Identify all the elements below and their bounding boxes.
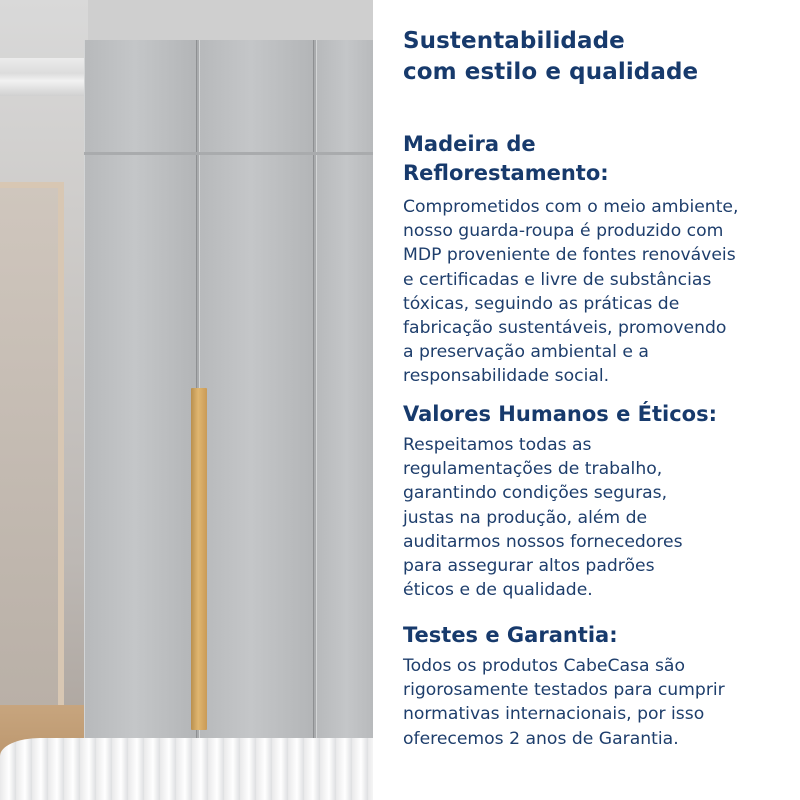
- section-body-line: Respeitamos todas as: [403, 435, 592, 455]
- section-body-line: fabricação sustentáveis, promovendo: [403, 318, 727, 339]
- section-body-line: auditarmos nossos fornecedores: [403, 531, 683, 552]
- text-panel: [373, 0, 800, 800]
- section-body-line: tóxicas, seguindo as práticas de: [403, 293, 680, 314]
- headline-line: com estilo e qualidade: [403, 59, 699, 85]
- wardrobe-top-door-left: [84, 40, 197, 152]
- section-body-tests-warranty: [403, 654, 798, 751]
- wardrobe-photo: [0, 0, 373, 800]
- section-body-line: garantindo condições seguras,: [403, 483, 668, 504]
- section-body-line: justas na produção, além de: [403, 507, 648, 528]
- section-body-line: para assegurar altos padrões: [403, 556, 655, 577]
- section-body-line: rigorosamente testados para cumprir: [403, 680, 725, 701]
- section-body-line: responsabilidade social.: [403, 366, 610, 387]
- section-body-line: Comprometidos com o meio ambiente,: [403, 197, 739, 217]
- section-body-line: nosso guarda-roupa é produzido com: [403, 221, 724, 242]
- wardrobe-top-door-right: [316, 40, 373, 152]
- wardrobe-door-left: [84, 155, 197, 740]
- section-body-line: regulamentações de trabalho,: [403, 459, 663, 480]
- section-body-line: oferecemos 2 anos de Garantia.: [403, 728, 679, 749]
- background-doorway: [0, 182, 64, 714]
- wardrobe-door-middle: [199, 155, 314, 740]
- section-body-line: a preservação ambiental e a: [403, 342, 649, 363]
- wardrobe-top-door-middle: [199, 40, 314, 152]
- bedding: [0, 738, 373, 800]
- wardrobe-door-right: [316, 155, 373, 740]
- section-body-line: Todos os produtos CabeCasa são: [403, 656, 685, 676]
- headline: [403, 26, 698, 88]
- section-title-line: Valores Humanos e Éticos:: [403, 402, 717, 426]
- wood-handle: [191, 388, 207, 730]
- section-body-line: e certificadas e livre de substâncias: [403, 269, 712, 290]
- wardrobe: [84, 40, 373, 740]
- section-body-line: éticos e de qualidade.: [403, 580, 593, 601]
- section-title-human-values: [403, 400, 717, 429]
- section-title-tests-warranty: [403, 621, 618, 650]
- section-title-reforestation: [403, 130, 609, 188]
- section-title-line: Madeira de: [403, 132, 536, 156]
- section-title-line: Reflorestamento:: [403, 161, 609, 185]
- ceiling-molding: [0, 58, 88, 96]
- section-title-line: Testes e Garantia:: [403, 623, 618, 647]
- section-body-line: normativas internacionais, por isso: [403, 704, 705, 725]
- section-body-human-values: [403, 433, 798, 602]
- section-body-reforestation: [403, 195, 798, 389]
- section-body-line: MDP proveniente de fontes renováveis: [403, 245, 736, 266]
- headline-line: Sustentabilidade: [403, 28, 625, 54]
